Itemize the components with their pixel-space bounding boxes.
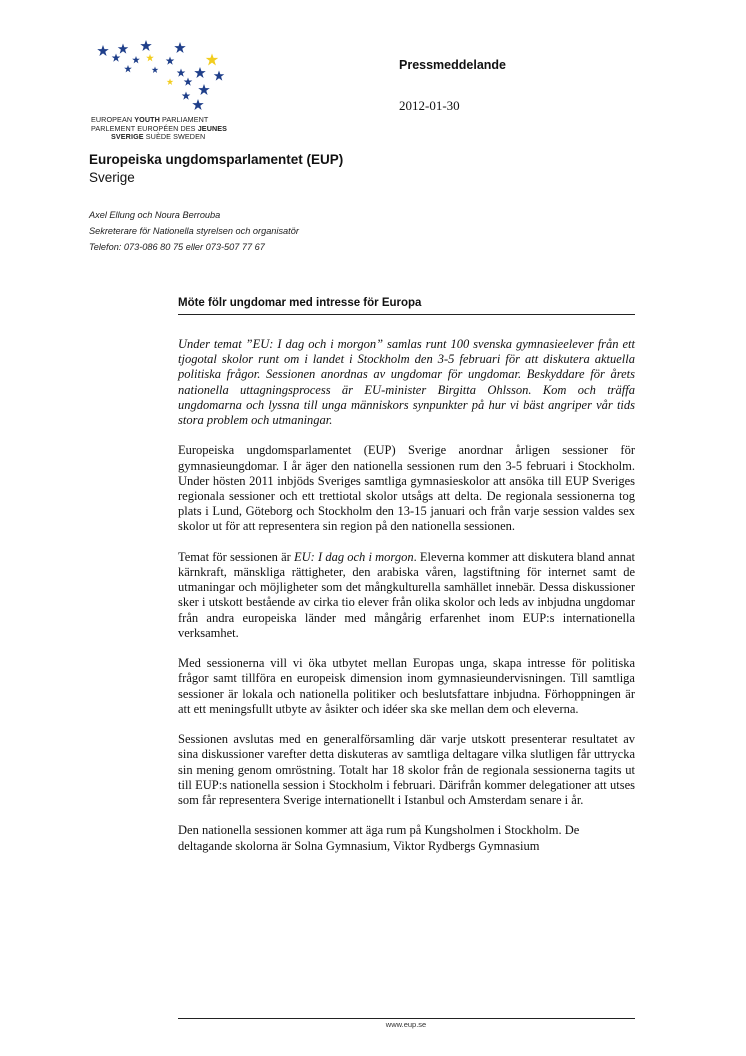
release-date: 2012-01-30 [399, 98, 460, 113]
eyp-logo [88, 38, 238, 150]
organization-name: Europeiska ungdomsparlamentet (EUP) [89, 152, 344, 167]
article-body [178, 337, 635, 869]
footer-divider [178, 1018, 635, 1019]
contact-block [89, 207, 299, 255]
paragraph-4: Sessionen avslutas med en generalförsamling där varje utskott presenterar resultatet av sina diskussioner varefter detta diskuteras av samtliga deltagare vilka slutligen får uttrycka sin mening genom omröstning. Totalt har 18 skolor från de regionala sessionerna tagits ut till EUP:s nationella session i Stockholm i februari. Därifrån kommer delegationer att utses som får representera Sverige internationellt i Istanbul och Amsterdam senare i år. [178, 732, 635, 808]
contact-names: Axel Ellung och Noura Berrouba [89, 210, 221, 220]
star-circle-icon [88, 38, 238, 118]
contact-roles: Sekreterare för Nationella styrelsen och organisatör [89, 226, 299, 236]
paragraph-2: Temat för sessionen är EU: I dag och i morgon. Eleverna kommer att diskutera bland annat kärnkraft, mänskliga rättigheter, den arabiska våren, lagstiftning för internet samt de utmaningar och möjligheter som det mångkulturella samhället innebär. Dessa diskussioner sker i utskott bestående av cirka tio elever från olika skolor och leds av inbjudna ungdomar från andra europeiska länder med mångårig erfarenhet inom EUP:s internationella verksamhet. [178, 549, 636, 640]
organization-country: Sverige [89, 170, 135, 185]
headline-divider [178, 314, 635, 315]
paragraph-5: Den nationella sessionen kommer att äga rum på Kungsholmen i Stockholm. De deltagande skolorna är Solna Gymnasium, Viktor Rydbergs Gymnasium [178, 823, 580, 853]
lead-paragraph: Under temat ”EU: I dag och i morgon” samlas runt 100 svenska gymnasieelever från ett tjogotal skolor runt om i landet i Stockholm den 3-5 februari för att diskutera aktuella politiska frågor. Sessionen anordnas av ungdomar för ungdomar. Beskyddare för årets nationella uttagningsprocess är EU-minister Birgitta Ohlsson. Kom och träffa ungdomarna och lyssna till unga människors synpunkter på hur vi bäst angriper vår tids stora problem och utmaningar. [178, 337, 635, 428]
paragraph-1: Europeiska ungdomsparlamentet (EUP) Sverige anordnar årligen sessioner för gymnasieungdomar. I år äger den nationella sessionen rum den 3-5 februari i Stockholm. Under hösten 2011 inbjöds Sveriges samtliga gymnasieskolor att ansöka till EUP Sveriges regionala sessioner och ett trettiotal skolor utsågs att delta. De regionala sessionerna tog plats i Lund, Göteborg och Stockholm den 13-15 januari och från varje session valdes sex skolor ut för att representera sin region på den nationella sessionen. [178, 443, 635, 534]
paragraph-3: Med sessionerna vill vi öka utbytet mellan Europas unga, skapa intresse för politiska frågor samt tillföra en europeisk dimension inom gymnasieundervisningen. Till samtliga sessioner är lokala och nationella politiker och beslutsfattare inbjudna. Förhoppningen är att ett meningsfullt utbyte av åsikter och idéer ska ske mellan dem och eleverna. [178, 656, 635, 716]
contact-phone: Telefon: 073-086 80 75 eller 073-507 77 67 [89, 242, 265, 252]
press-release-label: Pressmeddelande [399, 58, 506, 72]
logo-wordmark: EUROPEAN YOUTH PARLIAMENT PARLEMENT EUROPÉEN DES JEUNES SVERIGE SUÈDE SWEDEN [91, 115, 228, 142]
article-headline: Möte fölr ungdomar med intresse för Europa [178, 297, 422, 309]
footer-url[interactable]: www.eup.se [385, 1020, 427, 1029]
